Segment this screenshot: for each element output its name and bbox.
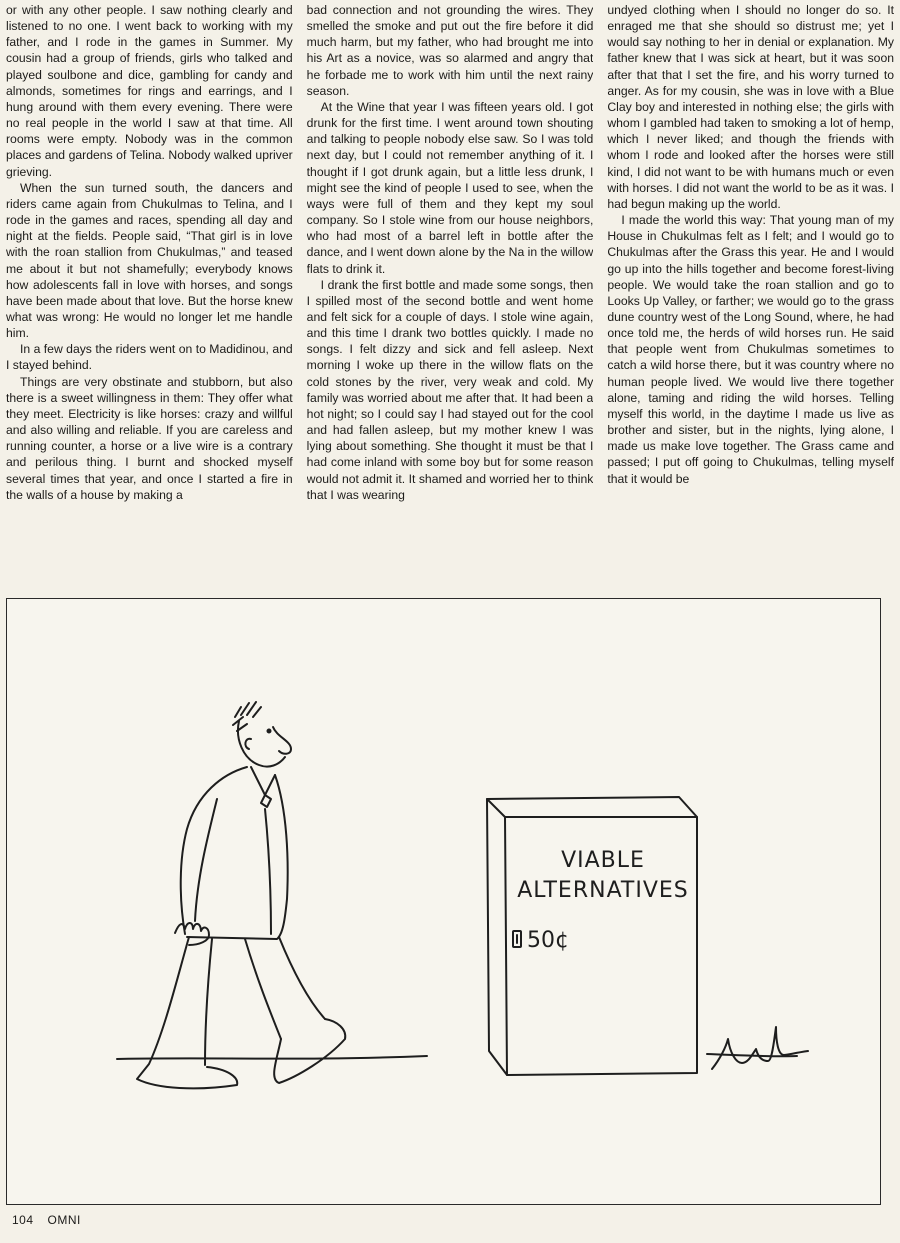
man-shoe-front — [274, 1019, 345, 1083]
paragraph: I made the world this way: That young man of my House in Chukulmas felt as I felt; and I would go to Chukulmas after the Grass this year. He and I would go up into the hills together and become forest-living people. We would take the roan stallion and go to Looks Up Valley, or farther; we would go to the grass dune country west of the Long Sound, where, he had once told me, the herds of wild horses run. He said that people went from Chukulmas sometimes to catch a wild horse there, but it was country where no human people lived. We would live there together alone, taming and riding the wild horses. Telling myself this world, in the daytime I made us live as brother and sister, but in the nights, lying alone, I made us make love together. The Grass came and passed; I put off going to Chukulmas, telling myself that it would be — [607, 213, 895, 486]
man-ear — [245, 739, 251, 749]
man-hand — [175, 923, 209, 945]
page-footer — [12, 1213, 81, 1227]
box-top — [487, 797, 697, 817]
man-coat-seam — [265, 809, 271, 934]
box-price: 50¢ — [527, 928, 569, 953]
paragraph: undyed clothing when I should no longer do so. It enraged me that she should so distrust me; yet I would say nothing to her in denial or explanation. My father knew that I was sick at heart, but it was soon after that that I set the fire, and his worry turned to anger. As for my cousin, she was in love with a Blue Clay boy and interested in nothing else; the girls with whom I gambled had taken to smoking a lot of hemp, which I never liked; and though the friends with whom I rode and looked after the horses were still kind, I did not want to be with humans much or even with horses. I did not want the world to be as it was. I had begun making up the world. — [607, 3, 895, 211]
paragraph: Things are very obstinate and stubborn, but also there is a sweet willingness in them: They offer what they meet. Electricity is like horses: crazy and willful and also willing and reliable. If you are careless and running counter, a horse or a live wire is a contrary and perilous thing. I burnt and shocked myself several times that year, and once I started a fire in the walls of a house by making a — [6, 374, 293, 502]
text-column-3 — [607, 2, 894, 588]
text-column-2 — [307, 2, 594, 588]
cartoon-panel — [6, 598, 881, 1205]
text-column-1 — [6, 2, 293, 588]
cartoon-drawing — [7, 599, 880, 1204]
man-eye — [268, 730, 271, 733]
paragraph: bad connection and not grounding the wires. They smelled the smoke and put out the fire before it did much harm, but my father, who had brought me into his Art as a novice, was so alarmed and angry that he forbade me to work with him until the next rainy season. — [306, 3, 594, 98]
paragraph: At the Wine that year I was fifteen years old. I got drunk for the first time. I went around town shouting and talking to people nobody else saw. So I was told next day, but I could not remember anything of it. I thought if I got drunk again, but a little less drunk, I might see the kind of people I used to see, when the ways were full of them and they kept my soul company. So I stole wine from our house neighbors, who had most of a barrel left in bottle after the dance, and I went down alone by the Na in the willow flats to drink it. — [306, 99, 594, 276]
paragraph: When the sun turned south, the dancers and riders came again from Chukulmas to Telina, and I rode in the games and races, spending all day and night at the fields. People said, “That girl is in love with the roan stallion from Chukulmas,” and teased me about it but not shamefully; everybody knows how adolescents fall in love with horses, and songs have been made about that love. But the horse knew what was wrong: He would no longer let me handle him. — [6, 180, 293, 341]
paragraph: I drank the first bottle and made some songs, then I spilled most of the second bottle and went home and felt sick for a couple of days. I stole wine again, and this time I drank two bottles quickly. I made no songs. I felt dizzy and sick and fell asleep. Next morning I woke up there in the willow flats on the cold stones by the river, very weak and cold. My family was worried about me after that. It had been a hot night; so I could say I had stayed out for the cool and had fallen asleep, but my mother knew I was lying about something. She thought it must be that I had come inland with some boy but for some reason would not admit it. It shamed and worried her to think that I was wearing — [306, 277, 594, 502]
paragraph: or with any other people. I saw nothing clearly and listened to no one. I went back to working with my father, and I rode in the games in Summer. My cousin had a group of friends, girls who talked and played soulbone and dice, gambling for candy and almonds, sometimes for rings and earrings, and I hung around with them every evening. There were no real people in the world I saw at that time. All rooms were empty. Nobody was in the common places and gardens of Telina. Nobody walked upriver grieving. — [6, 3, 293, 179]
box-side — [487, 799, 507, 1075]
man-arm — [195, 799, 217, 921]
page-number: 104 — [12, 1213, 34, 1227]
man-collar — [251, 767, 275, 795]
signature-stroke — [712, 1027, 808, 1069]
man-leg-front — [245, 937, 325, 1039]
magazine-name: OMNI — [47, 1213, 81, 1227]
box-label-line1: VIABLE — [561, 848, 645, 873]
man-leg-back — [137, 937, 237, 1088]
ground-line — [117, 1054, 797, 1059]
man-leg-back-inner — [205, 939, 212, 1065]
paragraph: In a few days the riders went on to Madidinou, and I stayed behind. — [6, 342, 293, 373]
man-tie — [261, 795, 271, 807]
article-text-columns — [6, 2, 894, 588]
box-label-line2: ALTERNATIVES — [517, 878, 689, 903]
man-nose — [273, 727, 291, 754]
